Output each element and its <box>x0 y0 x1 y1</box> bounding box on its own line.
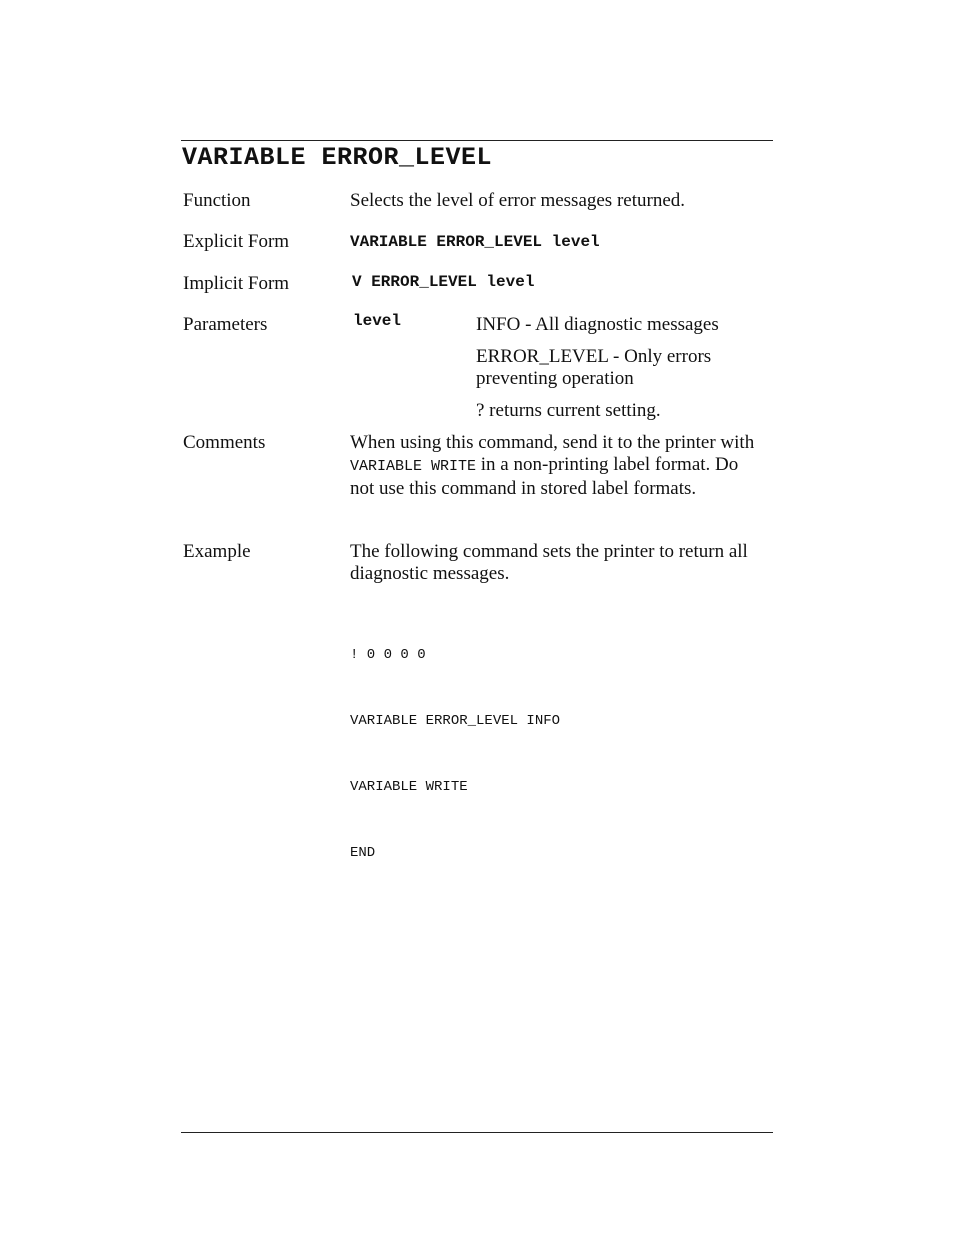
implicit-form-label: Implicit Form <box>183 273 290 294</box>
parameter-value-info: INFO - All diagnostic messages <box>476 314 719 335</box>
parameter-value-query: ? returns current setting. <box>476 400 661 421</box>
code-line: VARIABLE ERROR_LEVEL INFO <box>350 713 561 729</box>
parameter-name: level <box>353 312 402 330</box>
parameter-value-error-level: ERROR_LEVEL - Only errors preventing operation <box>476 346 712 389</box>
implicit-form-text: V ERROR_LEVEL level <box>352 273 535 291</box>
comments-text-before: When using this command, send it to the printer with <box>350 432 755 453</box>
example-label: Example <box>183 541 251 562</box>
code-line: END <box>350 845 376 861</box>
parameters-label: Parameters <box>183 314 268 335</box>
top-rule <box>181 140 773 141</box>
comments-inline-code: VARIABLE WRITE <box>350 458 477 475</box>
function-label: Function <box>183 190 251 211</box>
comments-text-after: in a non-printing label format. Do not use this command in stored label formats. <box>350 454 739 499</box>
example-text: The following command sets the printer to return all diagnostic messages. <box>350 541 748 584</box>
function-text: Selects the level of error messages returned. <box>350 190 686 211</box>
comments-label: Comments <box>183 432 266 453</box>
code-line: VARIABLE WRITE <box>350 779 468 795</box>
example-code-block <box>350 600 560 886</box>
bottom-rule <box>181 1132 773 1133</box>
code-line: ! 0 0 0 0 <box>350 647 426 663</box>
page-title: VARIABLE ERROR_LEVEL <box>182 143 493 172</box>
explicit-form-label: Explicit Form <box>183 231 290 252</box>
comments-text <box>350 432 764 500</box>
explicit-form-text: VARIABLE ERROR_LEVEL level <box>350 233 600 251</box>
